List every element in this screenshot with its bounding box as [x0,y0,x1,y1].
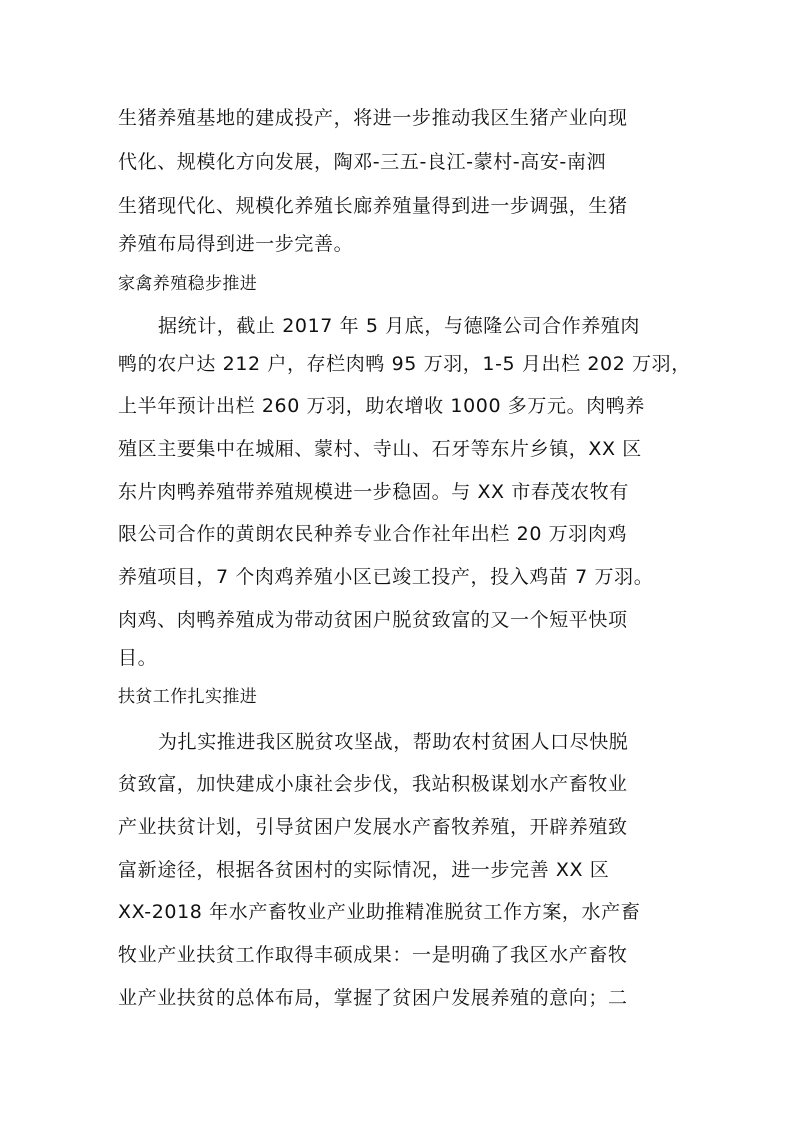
paragraph-1-line-3: 生猪现代化、规模化养殖长廊养殖量得到进一步调强，生猪 [118,195,628,217]
paragraph-3-line-3: 产业扶贫计划，引导贫困户发展水产畜牧养殖，开辟养殖致 [118,816,628,838]
paragraph-2-line-4: 殖区主要集中在城厢、蒙村、寺山、石牙等东片乡镇，XX 区 [118,438,642,460]
paragraph-3-line-5: XX-2018 年水产畜牧业产业助推精准脱贫工作方案，水产畜 [118,901,641,923]
paragraph-2-line-6: 限公司合作的黄朗农民种养专业合作社年出栏 20 万羽肉鸡 [118,523,628,545]
paragraph-3-line-1: 为扎实推进我区脱贫攻坚战，帮助农村贫困人口尽快脱 [158,731,629,753]
section-heading-poverty-alleviation: 扶贫工作扎实推进 [118,687,258,707]
paragraph-2-line-8: 肉鸡、肉鸭养殖成为带动贫困户脱贫致富的又一个短平快项 [118,609,628,631]
paragraph-3-line-4: 富新途径，根据各贫困村的实际情况，进一步完善 XX 区 [118,859,610,881]
paragraph-2-line-1: 据统计，截止 2017 年 5 月底，与德隆公司合作养殖肉 [158,315,641,337]
paragraph-2-line-7: 养殖项目，7 个肉鸡养殖小区已竣工投产，投入鸡苗 7 万羽。 [118,566,654,588]
paragraph-2-line-9: 目。 [118,647,158,669]
section-heading-poultry: 家禽养殖稳步推进 [118,274,258,294]
paragraph-3-line-6: 牧业产业扶贫工作取得丰硕成果：一是明确了我区水产畜牧 [118,944,628,966]
paragraph-2-line-3: 上半年预计出栏 260 万羽，助农增收 1000 多万元。肉鸭养 [118,395,645,417]
paragraph-2-line-5: 东片肉鸭养殖带养殖规模进一步稳固。与 XX 市春茂农牧有 [118,481,629,503]
paragraph-3-line-2: 贫致富，加快建成小康社会步伐，我站积极谋划水产畜牧业 [118,773,628,795]
paragraph-1-line-2: 代化、规模化方向发展，陶邓-三五-良江-蒙村-高安-南泗 [118,151,607,173]
paragraph-1-line-1: 生猪养殖基地的建成投产，将进一步推动我区生猪产业向现 [118,107,628,129]
paragraph-3-line-7: 业产业扶贫的总体布局，掌握了贫困户发展养殖的意向；二 [118,987,628,1009]
paragraph-2-line-2: 鸭的农户达 212 户，存栏肉鸭 95 万羽，1-5 月出栏 202 万羽， [118,353,691,375]
paragraph-1-line-4: 养殖布局得到进一步完善。 [118,233,354,255]
